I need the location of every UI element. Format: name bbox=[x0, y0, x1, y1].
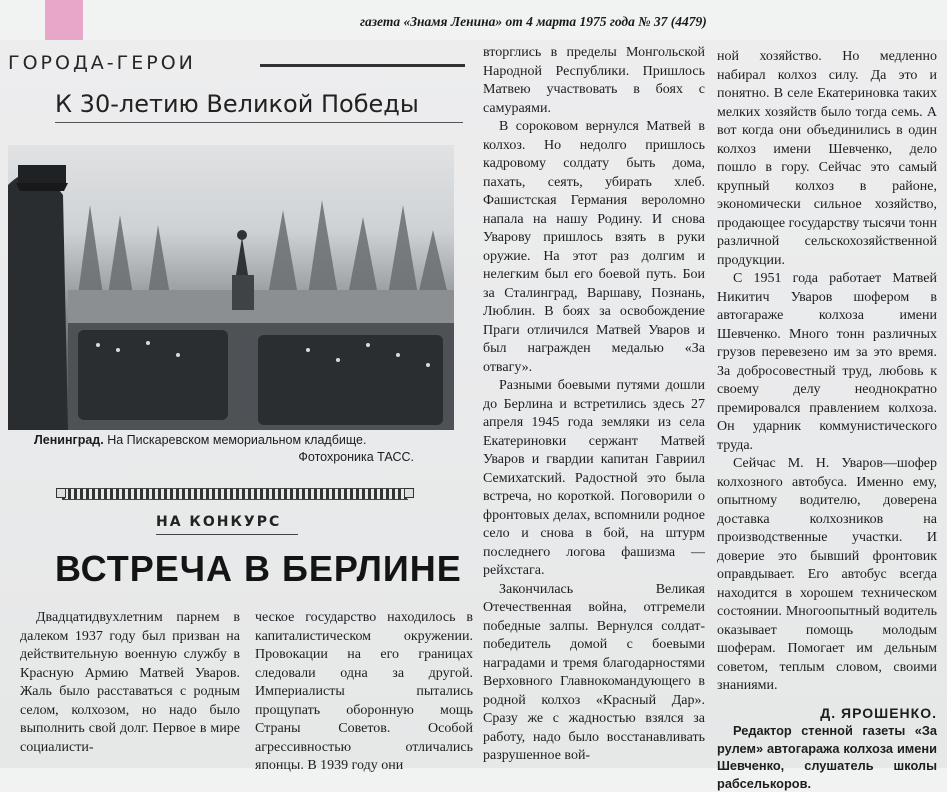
article-column-3 bbox=[483, 44, 705, 766]
paragraph: Разными боевыми путями дошли до Берлина и встретились здесь 27 апреля 1945 года земляки из села Екатериновки сержант Матвей Уваров и гвардии капитан Гавриил Семихатский. Радостной это была встреча, но короткой. Поговорили о фронтовых делах, вспомнили родное село и снова в бой, на штурм последнего логова фашизма — рейхстага. bbox=[483, 378, 705, 578]
paragraph: Закончилась Великая Отечественная война, отгремели победные залпы. Вернулся солдат-победитель домой с боевыми наградами и тремя благодарностями Верховного Главнокомандующего в родной колхоз «Красный Дар». Сразу же с жадностью взялся за работу, надо было восстанавливать разрушенное вой- bbox=[483, 581, 705, 763]
paragraph: вторглись в пределы Монгольской Народной Республики. Пришлось Матвею участвовать в боях с самураями. bbox=[483, 45, 705, 116]
memorial-photo-illustration bbox=[8, 145, 454, 430]
source-caption: газета «Знамя Ленина» от 4 марта 1975 года № 37 (4479) bbox=[360, 14, 707, 29]
paragraph: В сороковом вернулся Матвей в колхоз. Но недолго пришлось кадровому солдату быть дома, пахать, сеять, убирать хлеб. Фашистская Германия вероломно напала на нашу Родину. И снова Уварову пришлось взять в руки оружие. На этот раз долгим и нелегким был его боевой путь. Бои за Сталинград, Варшаву, Познань, Люблин. В боях за освобождение Праги отличился Матвей Уваров и был награжден медалью «За отвагу». bbox=[483, 119, 705, 375]
photo-caption bbox=[34, 432, 414, 466]
paragraph: Сейчас М. Н. Уваров—шофер колхозного автобуса. Именно ему, опытному водителю, доверена доставка колхозников на производственные участки. И доверие это бывший фронтовик оправдывает. Его автобус всегда находится в хорошем техническом состоянии. Многоопытный водитель оказывает помощь молодым шоферам. Помогает им дельным советом, теплым словом, своими знаниями. bbox=[717, 456, 937, 693]
author-signature: Д. ЯРОШЕНКО. bbox=[820, 704, 937, 721]
paragraph: ческое государство находилось в капиталистическом окружении. Провокации на его границах следовали одна за другой. Империалисты пытались прощупать оборонную мощь Страны Советов. Особой агрессивностью отличались японцы. В 1939 году они bbox=[255, 610, 473, 773]
photo-credit: Фотохроника ТАСС. bbox=[298, 450, 414, 464]
article-column-4 bbox=[717, 48, 937, 792]
article-column-1 bbox=[20, 609, 240, 757]
author-description: Редактор стенной газеты «За рулем» автогаража колхоза имени Шевченко, слушатель школы рабселькоров. bbox=[717, 723, 937, 791]
memorial-photo bbox=[8, 145, 454, 430]
photo-caption-text: На Пискаревском мемориальном кладбище. bbox=[107, 433, 367, 447]
paragraph: Двадцатидвухлетним парнем в далеком 1937 году был призван на действительную военную службу в Красную Армию Матвей Уваров. Жаль было расставаться с родным селом, колхозом, но надо было выполнить свой долг. Первое в мире социалисти- bbox=[20, 610, 240, 755]
rubric-rule bbox=[260, 64, 465, 67]
paragraph: С 1951 года работает Матвей Никитич Уваров шофером в автогараже колхоза имени Шевченко. Много тонн различных грузов перевезено им за это время. За добросовестный труд, любовь к своему делу неоднократно премировался правлением колхоза. Он ударник коммунистического труда. bbox=[717, 271, 937, 453]
anniversary-headline: К 30-летию Великой Победы bbox=[55, 90, 419, 118]
headline-underline bbox=[55, 122, 463, 123]
article-title: ВСТРЕЧА В БЕРЛИНЕ bbox=[55, 548, 462, 589]
rubric-heading: ГОРОДА-ГЕРОИ bbox=[8, 52, 196, 74]
ornamental-divider bbox=[62, 488, 408, 500]
paragraph: ной хозяйство. Но медленно набирал колхоз силу. Да это и понятно. В селе Екатериновка таких мелких хозяйств было тогда семь. А вот когда они объединились в один колхоз имени Шевченко, дело пошло в гору. Сейчас это самый крупный колхоз в районе, экономически сильное хозяйство, продающее государству тысячи тонн различной сельскохозяйственной продукции. bbox=[717, 49, 937, 268]
article-column-2 bbox=[255, 609, 473, 776]
kicker-heading: НА КОНКУРС bbox=[156, 514, 282, 530]
kicker-underline bbox=[156, 534, 298, 535]
photo-caption-city: Ленинград. bbox=[34, 433, 104, 447]
